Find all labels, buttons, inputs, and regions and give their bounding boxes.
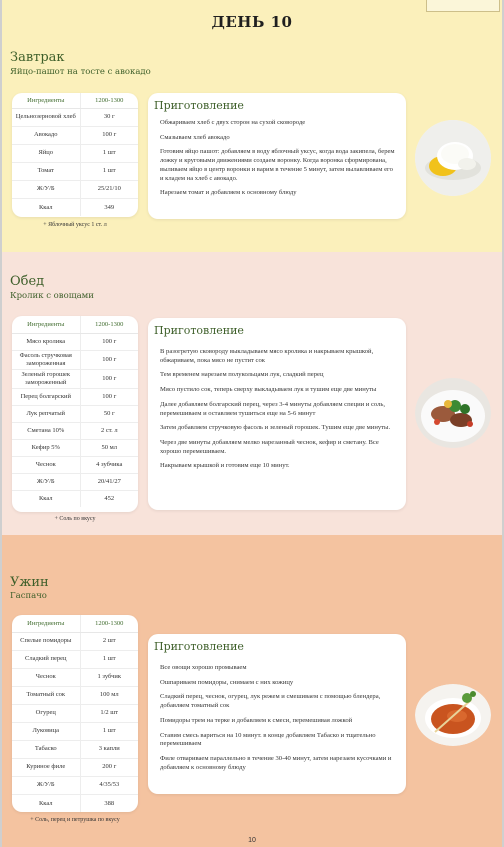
table-row: Лук репчатый 50 г bbox=[12, 405, 138, 422]
prep-title: Приготовление bbox=[154, 99, 244, 112]
dinner-title: Ужин bbox=[10, 575, 49, 590]
table-row: Мясо кролика 100 г bbox=[12, 333, 138, 350]
breakfast-dish: Яйцо-пашот на тосте с авокадо bbox=[10, 67, 151, 77]
step: Ошпариваем помидоры, снимаем с них кожицу bbox=[160, 678, 294, 686]
dinner-steps bbox=[160, 664, 396, 778]
rabbit-dish-image bbox=[415, 378, 491, 448]
step: Смазываем хлеб авокадо bbox=[160, 133, 230, 141]
poached-egg-image bbox=[415, 120, 491, 196]
prep-title: Приготовление bbox=[154, 640, 244, 653]
step: Обжариваем хлеб с двух сторон на сухой сковороде bbox=[160, 119, 306, 126]
table-row: Чеснок 4 зубчика bbox=[12, 456, 138, 473]
kcal-range-header: 1200-1300 bbox=[80, 615, 138, 632]
dinner-ingredients-card bbox=[12, 615, 138, 812]
table-row: Спелые помидоры 2 шт bbox=[12, 632, 138, 650]
ingredients-header: Ингредиенты bbox=[12, 615, 80, 632]
poached-egg-photo bbox=[415, 120, 491, 196]
step: Затем добавляем стручковую фасоль и зеленый горошек. Тушим еще две минуты. bbox=[160, 424, 391, 432]
lunch-ingredients-card bbox=[12, 316, 138, 512]
prep-title: Приготовление bbox=[154, 324, 244, 337]
table-row: Чеснок 1 зубчик bbox=[12, 668, 138, 686]
rabbit-dish-photo bbox=[415, 378, 491, 448]
dinner-prep-card bbox=[148, 634, 406, 794]
breakfast-title: Завтрак bbox=[10, 50, 65, 65]
gazpacho-photo bbox=[415, 684, 491, 746]
step: Ставим смесь вариться на 10 минут. в конце добавляем Табаско и тщательно перемешиваем bbox=[160, 731, 376, 748]
step: Помидоры трем на терке и добавляем к смеси, перемешивая ложкой bbox=[160, 716, 353, 724]
table-row: Ккал 452 bbox=[12, 490, 138, 507]
lunch-note: + Соль по вкусу bbox=[54, 516, 96, 522]
step: Мясо пустило сок, теперь сверху выкладываем лук и тушим еще две минуты bbox=[160, 386, 377, 394]
table-row: Сладкий перец 1 шт bbox=[12, 650, 138, 668]
dinner-ingredients-table bbox=[12, 615, 138, 812]
step: Сладкий перец, чеснок, огурец, лук режем и смешиваем с помощью блендера, добавляем томатный сок bbox=[160, 693, 381, 710]
table-row: Ж/У/Б 20/41/27 bbox=[12, 473, 138, 490]
table-row: Яйцо 1 шт bbox=[12, 144, 138, 162]
breakfast-prep-card bbox=[148, 93, 406, 219]
table-row: Авокадо 100 г bbox=[12, 126, 138, 144]
ingredients-header: Ингредиенты bbox=[12, 316, 80, 333]
lunch-prep-card bbox=[148, 318, 406, 510]
step: Далее добавляем болгарский перец, через 3-4 минуты добавляем специи и соль, перемешиваем и оставляем тушиться еще на 5-6 минут bbox=[160, 400, 386, 417]
dinner-dish: Гаспачо bbox=[10, 591, 47, 601]
breakfast-ingredients-table bbox=[12, 93, 138, 216]
top-corner-box bbox=[426, 0, 500, 12]
lunch-steps bbox=[160, 348, 396, 477]
left-border bbox=[0, 0, 2, 847]
step: Готовим яйцо пашот: добавляем в воду яблочный уксус, когда вода закипела, берем ложку и круговыми движениями создаем воронку. Когда воронка сформирована, выливаем яйцо в центр воронки и варим в течение 5 минут, затем вылавливаем его и кладем на хлеб с авокадо. bbox=[160, 148, 395, 182]
day-title: ДЕНЬ 10 bbox=[211, 13, 293, 31]
gazpacho-image bbox=[415, 684, 491, 746]
table-row: Сметана 10% 2 ст. л bbox=[12, 422, 138, 439]
table-row: Луковица 1 шт bbox=[12, 722, 138, 740]
breakfast-note: + Яблочный уксус 1 ст. л bbox=[43, 222, 107, 228]
breakfast-ingredients-card bbox=[12, 93, 138, 217]
step: Тем временем нарезаем полукольцами лук, сладкий перец bbox=[160, 371, 324, 379]
step: Филе отвариваем параллельно в течение 30-40 минут, затем нарезаем кусочками и добавляем к основному блюду bbox=[160, 754, 392, 771]
table-row: Кефир 5% 50 мл bbox=[12, 439, 138, 456]
table-row: Ккал 388 bbox=[12, 794, 138, 812]
table-row: Куриное филе 200 г bbox=[12, 758, 138, 776]
table-row: Фасоль стручковая замороженная 100 г bbox=[12, 350, 138, 369]
table-row: Томатный сок 100 мл bbox=[12, 686, 138, 704]
table-row: Томат 1 шт bbox=[12, 162, 138, 180]
table-row: Огурец 1/2 шт bbox=[12, 704, 138, 722]
table-row: Табаско 3 капли bbox=[12, 740, 138, 758]
table-row: Перец болгарский 100 г bbox=[12, 388, 138, 405]
breakfast-steps bbox=[160, 119, 396, 204]
lunch-dish: Кролик с овощами bbox=[10, 291, 94, 301]
step: Через две минуты добавляем мелко нарезанный чеснок, кефир и сметану. Все хорошо перемешиваем. bbox=[160, 438, 379, 455]
page-number: 10 bbox=[248, 837, 256, 844]
table-row: Зеленый горошек замороженный 100 г bbox=[12, 369, 138, 388]
lunch-ingredients-table bbox=[12, 316, 138, 507]
step: В разогретую сковороду выкладываем мясо кролика и накрываем крышкой, обжариваем, пока мясо не пустит сок bbox=[160, 348, 374, 364]
kcal-range-header: 1200-1300 bbox=[80, 93, 138, 108]
table-row: Ж/У/Б 4/35/53 bbox=[12, 776, 138, 794]
lunch-title: Обед bbox=[10, 274, 45, 289]
kcal-range-header: 1200-1300 bbox=[80, 316, 138, 333]
step: Все овощи хорошо промываем bbox=[160, 664, 247, 671]
step: Накрываем крышкой и готовим еще 10 минут. bbox=[160, 462, 290, 470]
table-row: Ж/У/Б 25/21/10 bbox=[12, 180, 138, 198]
table-row: Цельнозерновой хлеб 30 г bbox=[12, 108, 138, 126]
step: Нарезаем томат и добавляем к основному блюду bbox=[160, 189, 297, 197]
table-row: Ккал 349 bbox=[12, 198, 138, 216]
ingredients-header: Ингредиенты bbox=[12, 93, 80, 108]
dinner-note: + Соль, перец и петрушка по вкусу bbox=[30, 817, 120, 823]
